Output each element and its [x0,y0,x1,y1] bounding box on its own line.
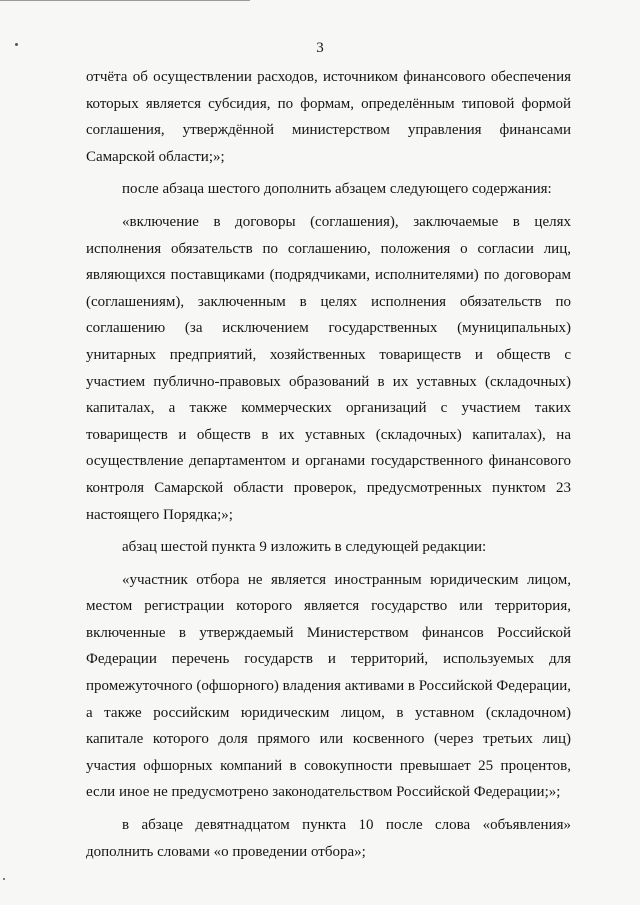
paragraph: абзац шестой пункта 9 изложить в следующей редакции: [122,539,487,556]
paragraph: после абзаца шестого дополнить абзацем следующего содержания: [122,181,552,198]
scan-speck [3,878,5,880]
page-number: 3 [316,40,324,56]
paragraph: «участник отбора не является иностранным юридическим лицом, местом регистрации которого является государство или территория, включенные в утверждаемый Министерством финансов Российской Федерации перечень государств и территорий, используемых для промежуточного (офшорного) владения активами в Российской Федерации, а также российским юридическим лицом, в уставном (складочном) капитале которого доля прямого или косвенного (через третьих лиц) участия офшорных компаний в совокупности превышает 25 процентов, если иное не предусмотрено законодательством Российской Федерации;»; [86,571,571,801]
paragraph: отчёта об осуществлении расходов, источником финансового обеспечения которых является субсидия, по формам, определённым типовой формой соглашения, утверждённой министерством управления финансами Самарской области;»; [86,69,571,165]
document-body [86,64,571,865]
scan-edge-line [0,0,250,1]
paragraph: «включение в договоры (соглашения), заключаемые в целях исполнения обязательств по соглашению, положения о согласии лиц, являющихся поставщиками (подрядчиками, исполнителями) по договорам (соглашениям), заключенным в целях исполнения обязательств по соглашению (за исключением государственных (муниципальных) унитарных предприятий, хозяйственных товариществ и обществ с участием публично-правовых образований в их уставных (складочных) капиталах, а также коммерческих организаций с участием таких товариществ и обществ в их уставных (складочных) капиталах), на осуществление департаментом и органами государственного финансового контроля Самарской области проверок, предусмотренных пунктом 23 настоящего Порядка;»; [86,213,571,523]
paragraph: в абзаце девятнадцатом пункта 10 после слова «объявления» дополнить словами «о проведении отбора»; [86,817,571,860]
